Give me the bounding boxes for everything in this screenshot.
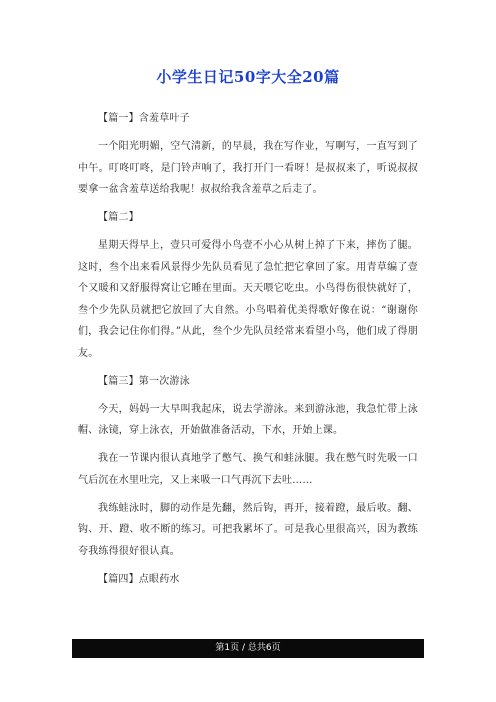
document-body (78, 108, 418, 597)
section-heading: 【篇一】含羞草叶子 (98, 113, 190, 124)
section-heading: 【篇二】 (98, 212, 139, 223)
paragraph: 我在一节课内很认真地学了憋气、换气和蛙泳腿。我在憋气时先吸一口气后沉在水里吐完，又上来吸一口气再沉下去吐…… (78, 453, 418, 486)
page-number-label: 第1页 / 总共6页 (215, 643, 281, 653)
paragraph: 星期天得早上，壹只可爱得小鸟壹不小心从树上掉了下来，摔伤了腿。这时，叁个出来看风景得少先队员看见了急忙把它拿回了家。用青草编了壹个又暖和又舒服得窝让它睡在里面。天天喂它吃虫。小鸟得伤很快就好了，叁个少先队员就把它放回了大自然。小鸟唱着优美得歌好像在说：“谢谢你们，我会记住你们得。”从此，叁个少先队员经常来看望小鸟，他们成了得朋友。 (78, 240, 418, 359)
paragraph: 今天，妈妈一大早叫我起床，说去学游泳。来到游泳池，我急忙带上泳帽、泳镜，穿上泳衣，开始做准备活动，下水，开始上课。 (78, 403, 418, 436)
page-footer (72, 639, 424, 658)
section-heading: 【篇三】第一次游泳 (98, 375, 190, 387)
document-title: 小学生日记50字大全20篇 (156, 68, 340, 86)
section-heading: 【篇四】点眼药水 (98, 573, 180, 585)
paragraph: 我练蛙泳时，脚的动作是先翻，然后钩，再开，接着蹬，最后收。翻、钩、开、蹬、收不断的练习。可把我累坏了。可是我心里很高兴，因为教练夸我练得很好很认真。 (78, 502, 418, 557)
paragraph: 一个阳光明媚，空气清新，的早晨，我在写作业，写啊写，一直写到了中午。叮咚叮咚，是门铃声响了，我打开门一看呀！是叔叔来了，听说叔叔要拿一盆含羞草送给我呢！叔叔给我含羞草之后走了。 (78, 141, 418, 195)
